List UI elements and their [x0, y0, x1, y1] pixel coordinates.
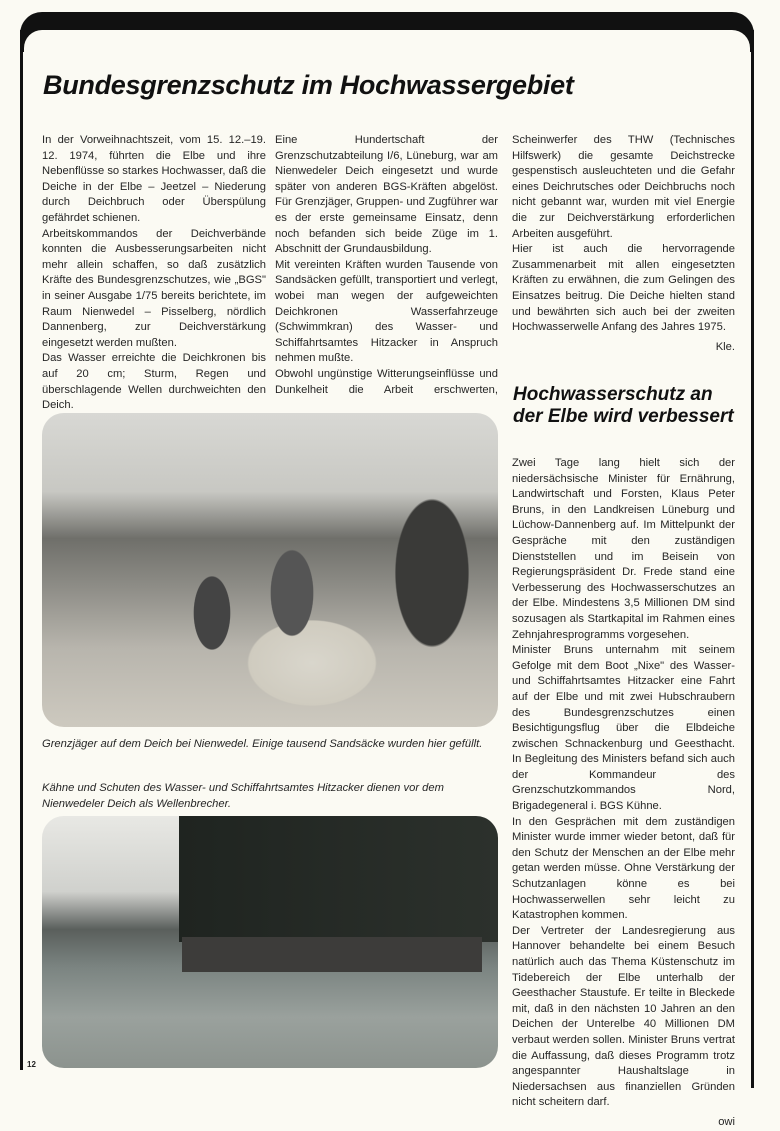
page-headline: Bundesgrenzschutz im Hochwassergebiet: [43, 70, 574, 100]
article-paragraph: Arbeitskommandos der Deichverbände konnten die Ausbesserungsarbeiten nicht mehr allein schaffen, so daß zusätzlich Kräfte des Bundesgrenzschutzes, wie „BGS" in seiner Ausgabe 1/75 bereits berichtete, im Raum Nienwedel – Pisselberg, nördlich Dannenberg, zur Deichverstärkung eingesetzt werden mußten.: [42, 227, 266, 349]
article-columns-2-3: [275, 133, 735, 399]
author-signature: owi: [718, 1115, 735, 1128]
article-paragraph: Eine Hundertschaft der Grenzschutzabteilung I/6, Lüneburg, war am Nienwedeler Deich eingesetzt und wurde später von anderen BGS-Kräften abgelöst. Für Grenzjäger, Gruppen- und Zugführer war es der erste gemeinsame Einsatz, denn noch befanden sich beide Züge im 1. Abschnitt der Grundausbildung.: [275, 134, 498, 256]
page-frame-right-rule: [751, 30, 754, 1088]
article2-headline: Hochwasserschutz an der Elbe wird verbessert: [513, 384, 734, 427]
article-paragraph: Der Vertreter der Landesregierung aus Hannover behandelte bei einem Besuch natürlich auch das Thema Küstenschutz im Tidebereich der Elbe unterhalb der Geesthacher Staustufe. Er teilte in Bleckede mit, daß in den nächsten 10 Jahren an den Deichen der Unterelbe 40 Millionen DM verbaut werden sollen. Minister Bruns vertrat die Auffassung, daß dieses Programm trotz angespannter Haushaltslage in Niedersachsen aus finanziellen Gründen nicht scheitern darf.: [512, 924, 735, 1109]
article-paragraph: In den Gesprächen mit dem zuständigen Minister wurde immer wieder betont, daß für den Schutz der Menschen an der Elbe mehr getan werden müsse. Ohne Verstärkung der Schutzanlagen könne es bei Hochwasserwellen sehr leicht zu Katastrophen kommen.: [512, 815, 735, 922]
article-paragraph: Mit vereinten Kräften wurden Tausende von Sandsäcken gefüllt, transportiert und verlegt, wobei man wegen der aufgeweichten Deichkronen Wasserfahrzeuge (Schwimmkran) des Wasser- und Schiffahrtsamtes Hitzacker in Anspruch nehmen mußte.: [275, 258, 498, 365]
article-paragraph: Hier ist auch die hervorragende Zusammenarbeit mit allen eingesetzten Kräften zu erwähnen, die zum Gelingen des Einsatzes beitrug. Die Deiche hielten stand und bewährten sich auch bei der zweiten Hochwasserwelle Anfang des Jahres 1975.: [512, 243, 735, 334]
author-signature: Kle.: [715, 340, 735, 353]
article2-column: [512, 456, 735, 1131]
page-number: 12: [27, 1060, 36, 1069]
photo-barges-flood: [42, 816, 498, 1068]
page-frame-left-rule: [20, 30, 23, 1070]
article-paragraph: Das Wasser erreichte die Deichkronen bis auf 20 cm; Sturm, Regen und überschlagende Wellen durchweichten den Deich.: [42, 352, 266, 412]
article-paragraph: Zwei Tage lang hielt sich der niedersächsische Minister für Ernährung, Landwirtschaft und Forsten, Klaus Peter Bruns, in den Landkreisen Lüneburg und Lüchow-Dannenberg auf. Im Mittelpunkt der Gespräche mit den zuständigen Dienststellen und im Beisein von Regierungspräsident Dr. Frede stand eine Verbesserung des Hochwasserschutzes an der Elbe. Mindestens 3,5 Millionen DM sind sozusagen als Startkapital im Rahmen eines Zehnjahresprogramms vorgesehen.: [512, 457, 735, 641]
article-paragraph: Obwohl ungünstige Witterungseinflüsse und Dunkelheit die Arbeit erschwerten, Scheinwerfer des THW (Technisches Hilfswerk) die gesamte Deichstrecke gespenstisch ausleuchteten und die Gefahr eines Deichrutsches oder Deichbruchs noch nicht gebannt war, wurden mit viel Energie die zur Deichverstärkung erforderlichen Arbeiten ausgeführt.: [275, 134, 735, 396]
photo1-caption: Grenzjäger auf dem Deich bei Nienwedel. Einige tausend Sandsäcke wurden hier gefüllt.: [42, 738, 483, 750]
photo-sandbag-soldiers: [42, 413, 498, 727]
article-paragraph: In der Vorweihnachtszeit, vom 15. 12.–19. 12. 1974, führten die Elbe und ihre Nebenflüsse so starkes Hochwasser, daß die Deiche in der Elbe – Jeetzel – Niederung durch Deichbruch oder Überspülung gefährdet schienen.: [42, 134, 266, 224]
article-column-1: [42, 133, 266, 414]
article-paragraph: Minister Bruns unternahm mit seinem Gefolge mit dem Boot „Nixe" des Wasser- und Schiffahrtsamtes Hitzacker eine Fahrt auf der Elbe und mit zwei Hubschraubern des Bundesgrenzschutzes einen Besichtigungsflug über die Elbdeiche zwischen Schnackenburg und Geesthacht. In Begleitung des Ministers befand sich auch der Kommandeur des Grenzschutzkommandos Nord, Brigadegeneral i. BGS Kühne.: [512, 644, 735, 813]
photo2-caption: Kähne und Schuten des Wasser- und Schiffahrtsamtes Hitzacker dienen vor dem Nienwedeler Deich als Wellenbrecher.: [42, 782, 444, 810]
